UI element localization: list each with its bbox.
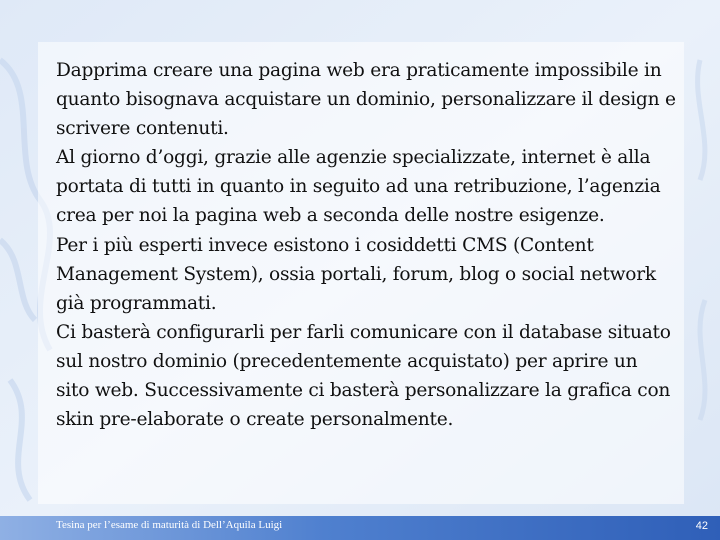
slide-body-text xyxy=(56,56,676,434)
paragraph-2: Al giorno d’oggi, grazie alle agenzie specializzate, internet è alla portata di tutti in quanto in seguito ad una retribuzione, l’agenzia crea per noi la pagina web a seconda delle nostre esigenze. xyxy=(56,147,661,227)
paragraph-1: Dapprima creare una pagina web era praticamente impossibile in quanto bisognava acquistare un dominio, personalizzare il design e scrivere contenuti. xyxy=(56,60,676,140)
footer-text: Tesina per l’esame di maturità di Dell’Aquila Luigi xyxy=(56,519,283,531)
paragraph-4: Ci basterà configurarli per farli comunicare con il database situato sul nostro dominio (precedentemente acquistato) per aprire un sito web. Successivamente ci basterà personalizzare la grafica con skin pre-elaborate o create personalmente. xyxy=(56,321,671,431)
page-number: 42 xyxy=(695,520,708,532)
paragraph-3: Per i più esperti invece esistono i cosiddetti CMS (Content Management System), ossia portali, forum, blog o social network già programmati. xyxy=(56,234,656,314)
